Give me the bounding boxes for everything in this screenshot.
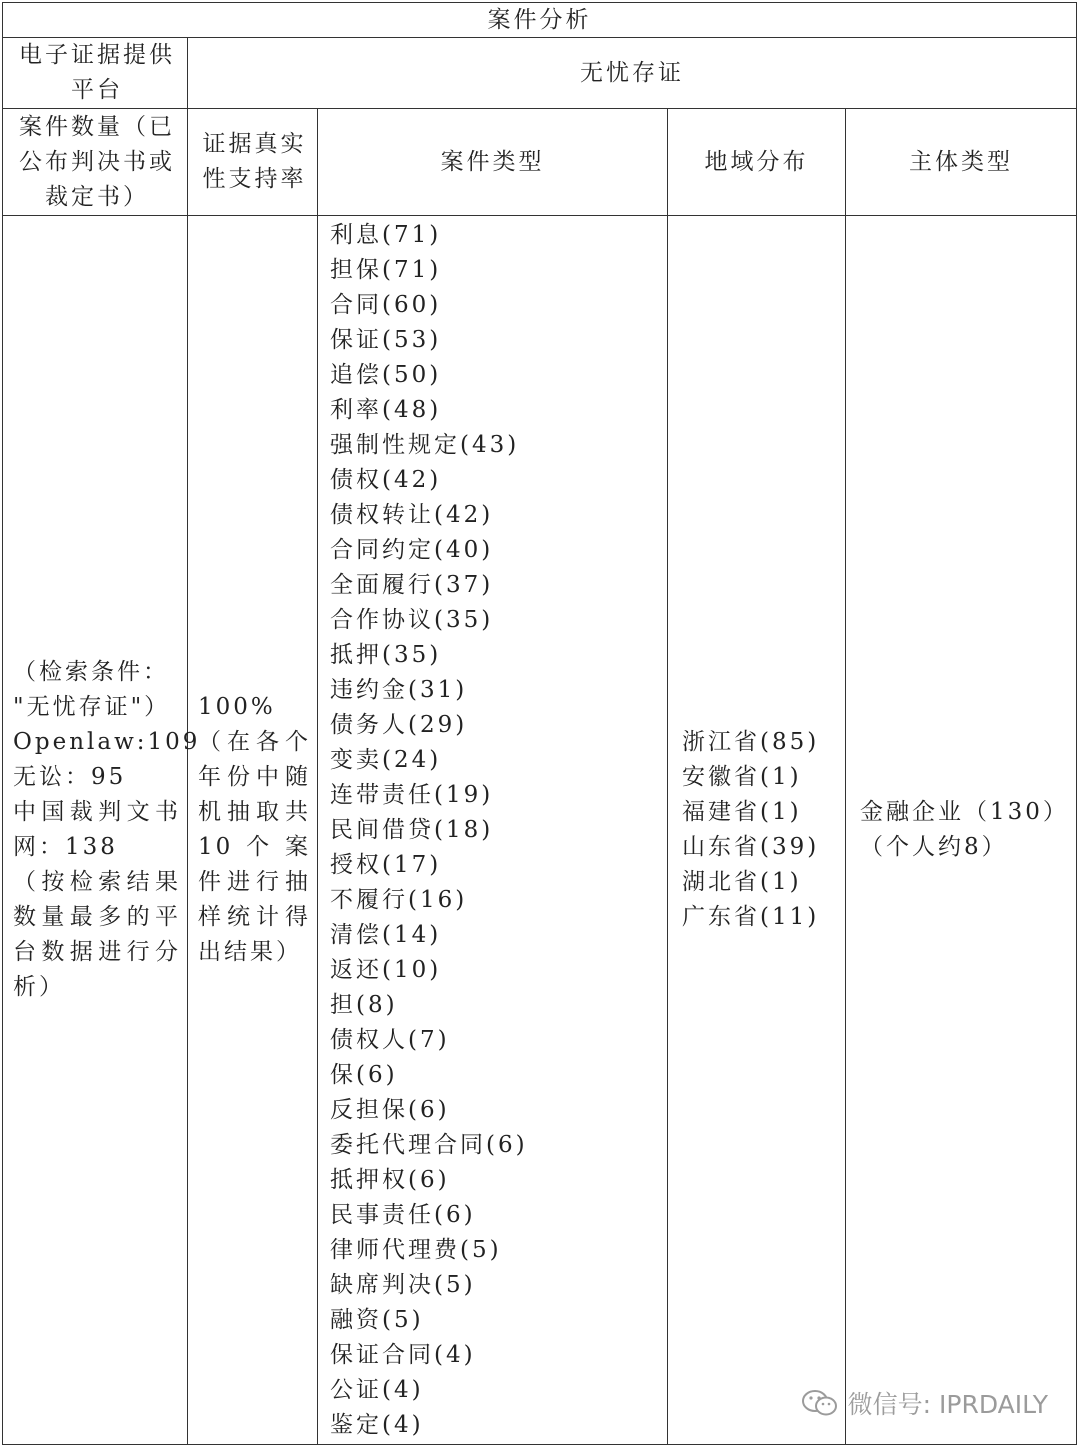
wechat-icon: [800, 1388, 840, 1418]
case-type-item: 全面履行(37): [330, 572, 494, 598]
case-type-item: 保证合同(4): [330, 1342, 476, 1368]
case-count-line: （检索条件：: [13, 659, 169, 685]
case-count-line: "无忧存证"）: [13, 694, 171, 720]
region-item: 安徽省(1): [682, 764, 802, 790]
case-type-item: 公证(4): [330, 1377, 424, 1403]
region-item: 浙江省(85): [682, 729, 820, 755]
case-type-item: 授权(17): [330, 852, 442, 878]
column-header-row: [3, 109, 1077, 216]
case-type-item: 债权转让(42): [330, 502, 494, 528]
case-type-item: 委托代理合同(6): [330, 1132, 528, 1158]
case-types-cell: [318, 216, 668, 1445]
watermark-text: 微信号: IPRDAILY: [847, 1390, 1048, 1419]
case-type-item: 律师代理费(5): [330, 1237, 502, 1263]
table-title: 案件分析: [3, 3, 1077, 38]
case-type-item: 担(8): [330, 992, 398, 1018]
platform-name: 无忧存证: [188, 38, 1077, 109]
case-type-item: 合同约定(40): [330, 537, 494, 563]
case-type-item: 追偿(50): [330, 362, 442, 388]
header-subject-type: 主体类型: [846, 109, 1077, 216]
case-type-item: 利率(48): [330, 397, 442, 423]
data-row: [3, 216, 1077, 1445]
case-analysis-table: [2, 2, 1077, 1445]
case-type-item: 合同(60): [330, 292, 442, 318]
support-rate-cell: 100%（在各个年份中随机抽取共10个案件进行抽样统计得出结果）: [188, 216, 318, 1445]
region-item: 福建省(1): [682, 799, 802, 825]
region-item: 湖北省(1): [682, 869, 802, 895]
watermark: [800, 1385, 1048, 1421]
case-count-line: 无讼：95: [13, 764, 127, 790]
case-type-item: 融资(5): [330, 1307, 424, 1333]
header-case-count: 案件数量（已公布判决书或裁定书）: [3, 109, 188, 216]
case-type-item: 清偿(14): [330, 922, 442, 948]
case-type-item: 债务人(29): [330, 712, 468, 738]
case-type-item: 保(6): [330, 1062, 398, 1088]
platform-row: [3, 38, 1077, 109]
case-type-item: 返还(10): [330, 957, 442, 983]
case-type-item: 担保(71): [330, 257, 442, 283]
case-count-line: 中国裁判文书网：138: [13, 799, 181, 860]
case-type-item: 保证(53): [330, 327, 442, 353]
case-count-line: （按检索结果数量最多的平台数据进行分析）: [13, 869, 181, 1000]
case-type-item: 缺席判决(5): [330, 1272, 476, 1298]
case-type-item: 民事责任(6): [330, 1202, 476, 1228]
header-case-type: 案件类型: [318, 109, 668, 216]
title-row: [3, 3, 1077, 38]
subject-item: 金融企业（130）: [860, 799, 1069, 825]
subjects-cell: [846, 216, 1077, 1445]
region-item: 山东省(39): [682, 834, 820, 860]
case-type-list: [330, 218, 667, 1443]
case-type-item: 民间借贷(18): [330, 817, 494, 843]
region-list: [682, 725, 845, 935]
case-type-item: 强制性规定(43): [330, 432, 520, 458]
case-type-item: 合作协议(35): [330, 607, 494, 633]
case-type-item: 不履行(16): [330, 887, 468, 913]
platform-label: 电子证据提供平台: [3, 38, 188, 109]
case-count-cell: [3, 216, 201, 1445]
subject-list: [860, 795, 1076, 865]
case-type-item: 鉴定(4): [330, 1412, 424, 1438]
case-type-item: 连带责任(19): [330, 782, 494, 808]
case-type-item: 变卖(24): [330, 747, 442, 773]
header-region: 地域分布: [668, 109, 846, 216]
case-type-item: 违约金(31): [330, 677, 468, 703]
region-item: 广东省(11): [682, 904, 820, 930]
case-type-item: 债权(42): [330, 467, 442, 493]
case-type-item: 利息(71): [330, 222, 442, 248]
header-support-rate: 证据真实性支持率: [188, 109, 318, 216]
case-type-item: 抵押权(6): [330, 1167, 450, 1193]
case-type-item: 抵押(35): [330, 642, 442, 668]
regions-cell: [668, 216, 846, 1445]
case-count-line: Openlaw:109: [13, 729, 201, 755]
subject-item: （个人约8）: [860, 834, 1008, 860]
case-type-item: 债权人(7): [330, 1027, 450, 1053]
case-type-item: 反担保(6): [330, 1097, 450, 1123]
